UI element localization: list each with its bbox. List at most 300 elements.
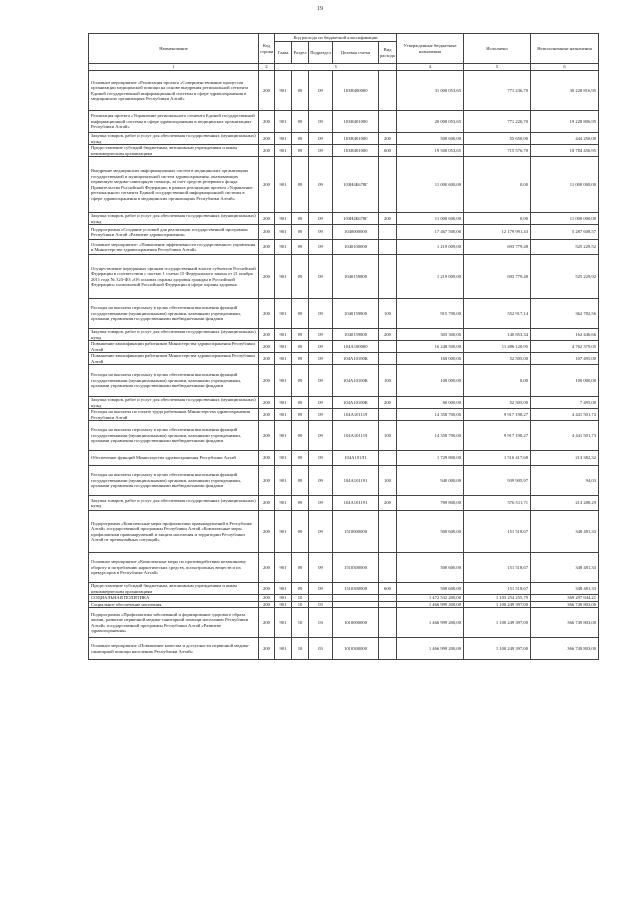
row-name: Предоставление субсидий бюджетным, автономным учреждениям и иным некоммерческим организациям [89, 145, 259, 157]
row-podrazdel: 09 [309, 365, 333, 397]
row-name: Основное мероприятие «Повышение качества и доступности первичной медико-санитарной помощи населению Республики Алтай» [89, 638, 259, 660]
row-approved: 100 000,00 [397, 365, 464, 397]
row-razdel: 09 [292, 225, 309, 240]
row-executed: 1 100 249 397,00 [464, 601, 531, 608]
row-razdel: 09 [292, 329, 309, 341]
table-row [89, 71, 599, 111]
row-code: 200 [259, 595, 275, 602]
row-name: Социальное обеспечение населения [89, 601, 259, 608]
row-name: Подпрограмма «Профилактика заболеваний и формирование здорового образа жизни, развитие первичной медико-санитарной помощи населению Республики Алтай» государственной программы Республики Алтай «Развитие здравоохранения» [89, 608, 259, 638]
row-approved: 14 358 700,00 [397, 409, 464, 421]
row-approved: 19 500 053,65 [397, 145, 464, 157]
row-executed: 939 905,97 [464, 466, 531, 496]
row-executed: 52 505,00 [464, 397, 531, 409]
row-glava: 901 [275, 595, 292, 602]
row-unexecuted: 213 382,32 [531, 451, 599, 466]
page-number: 19 [317, 6, 323, 12]
row-vid [379, 608, 397, 638]
row-glava: 901 [275, 397, 292, 409]
row-vid [379, 409, 397, 421]
header-vid: Вид расхода [379, 42, 397, 64]
row-glava: 901 [275, 601, 292, 608]
row-name: Обеспечение функций Министерства здравоохранения Республики Алтай [89, 451, 259, 466]
row-podrazdel: 09 [309, 133, 333, 145]
table-row [89, 421, 599, 451]
row-target: 104А101119 [333, 409, 379, 421]
row-name: Расходы на выплаты персоналу в целях обеспечения выполнения функций государственными (муниципальными) органами, казенными учреждениями, органами управления государственными внебюджетными фондами [89, 299, 259, 329]
row-unexecuted: 348 481,33 [531, 553, 599, 583]
row-name: Основное мероприятие: «Повышение эффективности государственного управления в Министерстве здравоохранения Республики Алтай» [89, 240, 259, 255]
row-unexecuted: 366 749 803,00 [531, 601, 599, 608]
row-code: 200 [259, 145, 275, 157]
row-approved: 303 300,00 [397, 329, 464, 341]
row-podrazdel: 09 [309, 553, 333, 583]
row-code: 200 [259, 601, 275, 608]
table-row [89, 213, 599, 225]
row-vid [379, 341, 397, 353]
row-target: 1040159800 [333, 329, 379, 341]
table-row [89, 365, 599, 397]
row-approved: 1 472 532 200,00 [397, 595, 464, 602]
row-approved: 31 000 053,65 [397, 71, 464, 111]
table-row [89, 157, 599, 213]
row-glava: 901 [275, 240, 292, 255]
row-razdel: 09 [292, 255, 309, 299]
row-vid: 100 [379, 365, 397, 397]
row-executed: 693 779,48 [464, 255, 531, 299]
row-code: 200 [259, 341, 275, 353]
row-code: 200 [259, 553, 275, 583]
row-unexecuted: 30 228 816,95 [531, 71, 599, 111]
row-target: 104А101Л1 [333, 451, 379, 466]
row-vid [379, 255, 397, 299]
row-code: 200 [259, 421, 275, 451]
row-glava: 901 [275, 341, 292, 353]
row-razdel: 09 [292, 213, 309, 225]
row-executed: 12 179 991,43 [464, 225, 531, 240]
row-name: Повышение квалификации работников Министерства здравоохранения Республики Алтай [89, 341, 259, 353]
row-podrazdel: 03 [309, 601, 333, 608]
row-target: 103Н401000 [333, 133, 379, 145]
row-razdel: 09 [292, 71, 309, 111]
row-code: 200 [259, 157, 275, 213]
table-row [89, 496, 599, 511]
row-unexecuted: 4 441 501,73 [531, 409, 599, 421]
row-podrazdel: 09 [309, 71, 333, 111]
row-razdel: 09 [292, 409, 309, 421]
row-glava: 901 [275, 329, 292, 341]
row-target: 1010000000 [333, 608, 379, 638]
row-razdel: 09 [292, 466, 309, 496]
row-vid [379, 511, 397, 553]
row-razdel: 09 [292, 421, 309, 451]
row-code: 200 [259, 496, 275, 511]
row-executed: 9 917 198,27 [464, 421, 531, 451]
row-vid [379, 451, 397, 466]
row-approved: 500 600,00 [397, 511, 464, 553]
row-code: 200 [259, 638, 275, 660]
row-code: 200 [259, 71, 275, 111]
table-row [89, 451, 599, 466]
row-podrazdel: 09 [309, 255, 333, 299]
col-number: 6 [531, 64, 599, 71]
header-executed: Исполнено [464, 34, 531, 64]
header-budget-class: Код расхода по бюджетной классификации [275, 34, 397, 42]
row-target: 1510000000 [333, 511, 379, 553]
row-name: Реализация проекта «Управление регионального сегмента Единой государственной информационной системы в сфере здравоохранения в медицинских организациях Республики Алтай» [89, 111, 259, 133]
row-glava: 901 [275, 409, 292, 421]
table-row [89, 145, 599, 157]
row-approved: 500 600,00 [397, 133, 464, 145]
row-name: Расходы на выплаты персоналу в целях обеспечения выполнения функций государственными (муниципальными) органами, казенными учреждениями, органами управления государственными внебюджетными фондами [89, 421, 259, 451]
row-razdel: 10 [292, 601, 309, 608]
row-name: Расходы на выплаты персоналу в целях обеспечения выполнения функций государственными (муниципальными) органами, казенными учреждениями, органами управления государственными внебюджетными фондами [89, 466, 259, 496]
row-vid: 200 [379, 213, 397, 225]
row-executed: 1 516 417,68 [464, 451, 531, 466]
row-podrazdel: 09 [309, 397, 333, 409]
row-podrazdel: 09 [309, 213, 333, 225]
row-target: 104А10100К [333, 397, 379, 409]
header-unexecuted: Неисполненные назначения [531, 34, 599, 64]
row-target: 104А101119 [333, 421, 379, 451]
table-row [89, 111, 599, 133]
row-executed: 771 236,70 [464, 71, 531, 111]
row-unexecuted: 348 481,33 [531, 511, 599, 553]
row-approved: 1 729 800,00 [397, 451, 464, 466]
row-name: Закупка товаров, работ и услуг для обеспечения государственных (муниципальных) нужд [89, 329, 259, 341]
header-glava: Глава [275, 42, 292, 64]
row-unexecuted: 362 782,56 [531, 299, 599, 329]
row-target: 1510300000 [333, 583, 379, 595]
row-unexecuted: 11 000 000,00 [531, 213, 599, 225]
row-unexecuted: 5 287 608,57 [531, 225, 599, 240]
row-unexecuted: 525 229,92 [531, 255, 599, 299]
row-name: Закупка товаров, работ и услуг для обеспечения государственных (муниципальных) нужд [89, 397, 259, 409]
col-number: 2 [259, 64, 275, 71]
row-target: 103Н4Б678Г [333, 157, 379, 213]
row-code: 200 [259, 365, 275, 397]
row-executed: 55 650,00 [464, 133, 531, 145]
row-unexecuted: 19 228 806,95 [531, 111, 599, 133]
row-vid [379, 553, 397, 583]
row-name: Основное мероприятие «Реализация проекта «Совершенствование процессов организации медицинской помощи на основе внедрения региональной сегмента Единой государственной информационной системы в сфере здравоохранения в медицинских организациях Республики Алтай» [89, 71, 259, 111]
row-target: 103Н400000 [333, 71, 379, 111]
row-target: 104А101191 [333, 466, 379, 496]
row-unexecuted: 11 000 000,00 [531, 157, 599, 213]
row-approved: 1 219 009,00 [397, 240, 464, 255]
row-podrazdel: 09 [309, 157, 333, 213]
row-vid: 100 [379, 466, 397, 496]
row-name: Закупка товаров, работ и услуг для обеспечения государственных (муниципальных) нужд [89, 496, 259, 511]
row-approved: 940 000,00 [397, 466, 464, 496]
row-vid: 100 [379, 299, 397, 329]
row-name: СОЦИАЛЬНАЯ ПОЛИТИКА [89, 595, 259, 602]
row-vid [379, 157, 397, 213]
row-glava: 901 [275, 71, 292, 111]
row-code: 200 [259, 451, 275, 466]
table-row [89, 409, 599, 421]
row-glava: 901 [275, 255, 292, 299]
row-approved: 500 600,00 [397, 583, 464, 595]
row-vid: 200 [379, 397, 397, 409]
row-podrazdel: 09 [309, 341, 333, 353]
row-code: 200 [259, 511, 275, 553]
row-razdel: 09 [292, 496, 309, 511]
row-code: 200 [259, 409, 275, 421]
row-approved: 11 000 600,00 [397, 213, 464, 225]
row-glava: 901 [275, 299, 292, 329]
row-glava: 901 [275, 511, 292, 553]
table-row [89, 553, 599, 583]
row-glava: 901 [275, 638, 292, 660]
row-podrazdel: 09 [309, 583, 333, 595]
row-glava: 901 [275, 365, 292, 397]
row-glava: 901 [275, 157, 292, 213]
row-podrazdel: 09 [309, 409, 333, 421]
table-row [89, 608, 599, 638]
row-target: 104А10100К [333, 365, 379, 397]
row-code: 200 [259, 583, 275, 595]
row-podrazdel: 03 [309, 608, 333, 638]
row-target: 1040159800 [333, 299, 379, 329]
row-vid: 200 [379, 496, 397, 511]
table-row [89, 240, 599, 255]
table-row [89, 255, 599, 299]
row-executed: 140 853,34 [464, 329, 531, 341]
row-code: 200 [259, 133, 275, 145]
row-approved: 160 000,00 [397, 353, 464, 365]
row-target: 103Н401000 [333, 145, 379, 157]
row-target: 1510300000 [333, 553, 379, 583]
row-unexecuted: 444 250,00 [531, 133, 599, 145]
col-number: 4 [397, 64, 464, 71]
row-podrazdel: 09 [309, 145, 333, 157]
row-executed: 576 511,71 [464, 496, 531, 511]
row-target: 104А10100К [333, 353, 379, 365]
row-podrazdel: 09 [309, 240, 333, 255]
row-target: 103Н4Б678Г [333, 213, 379, 225]
row-podrazdel: 09 [309, 511, 333, 553]
row-unexecuted: 369 297 944,21 [531, 595, 599, 602]
row-executed: 1 100 249 397,00 [464, 638, 531, 660]
row-executed: 52 505,00 [464, 353, 531, 365]
row-razdel: 09 [292, 133, 309, 145]
row-razdel: 10 [292, 638, 309, 660]
row-executed: 151 518,67 [464, 553, 531, 583]
row-podrazdel: 09 [309, 353, 333, 365]
table-row [89, 353, 599, 365]
table-row [89, 329, 599, 341]
row-executed: 151 518,67 [464, 511, 531, 553]
row-target: 104А101191 [333, 496, 379, 511]
row-unexecuted: 94,03 [531, 466, 599, 496]
row-code: 200 [259, 353, 275, 365]
row-code: 200 [259, 240, 275, 255]
row-vid [379, 111, 397, 133]
table-row [89, 638, 599, 660]
header-code-line: Код строки [259, 34, 275, 64]
row-code: 200 [259, 225, 275, 240]
row-unexecuted: 4 441 501,73 [531, 421, 599, 451]
row-razdel: 09 [292, 397, 309, 409]
table-row [89, 225, 599, 240]
row-unexecuted: 100 000,00 [531, 365, 599, 397]
row-unexecuted: 525 229,52 [531, 240, 599, 255]
row-vid [379, 225, 397, 240]
header-target: Целевая статья [333, 42, 379, 64]
row-glava: 901 [275, 225, 292, 240]
row-approved: 60 000,00 [397, 397, 464, 409]
row-razdel: 09 [292, 299, 309, 329]
row-code: 200 [259, 608, 275, 638]
row-code: 200 [259, 299, 275, 329]
row-glava: 901 [275, 145, 292, 157]
row-vid [379, 240, 397, 255]
table-row [89, 341, 599, 353]
row-executed: 693 779,48 [464, 240, 531, 255]
row-razdel: 09 [292, 353, 309, 365]
row-glava: 901 [275, 111, 292, 133]
row-approved: 1 466 999 200,00 [397, 601, 464, 608]
row-unexecuted: 366 749 803,00 [531, 608, 599, 638]
row-name: Предоставление субсидий бюджетным, автономным учреждениям и иным некоммерческим организациям [89, 583, 259, 595]
row-executed: 715 576,70 [464, 145, 531, 157]
row-vid [379, 638, 397, 660]
row-executed: 151 518,67 [464, 583, 531, 595]
table-row [89, 397, 599, 409]
row-name: Закупка товаров, работ и услуг для обеспечения государственных (муниципальных) нужд [89, 213, 259, 225]
row-razdel: 09 [292, 111, 309, 133]
row-name: Расходы на выплаты персоналу в целях обеспечения выполнения функций государственными (муниципальными) органами, казенными учреждениями, органами управления государственными внебюджетными фондами [89, 365, 259, 397]
row-unexecuted: 213 288,29 [531, 496, 599, 511]
row-executed: 9 917 198,27 [464, 409, 531, 421]
row-executed: 11 486 120,95 [464, 341, 531, 353]
row-vid: 200 [379, 133, 397, 145]
row-razdel: 09 [292, 145, 309, 157]
row-approved: 16 248 500,00 [397, 341, 464, 353]
row-glava: 901 [275, 421, 292, 451]
row-vid: 600 [379, 145, 397, 157]
row-name: Осуществление переданных органам государственной власти субъектов Российской Федерации в соответствии с частью 1 статьи 15 Федерального закона от 21 ноября 2011 года № 323-ФЗ «Об основах охраны здоровья граждан в Российской Федерации» полномочий Российской Федерации в сфере охраны здоровья [89, 255, 259, 299]
table-row [89, 583, 599, 595]
row-target: 1040000000 [333, 225, 379, 240]
row-glava: 901 [275, 133, 292, 145]
row-unexecuted: 162 446,66 [531, 329, 599, 341]
row-executed: 0,00 [464, 365, 531, 397]
row-unexecuted: 7 495,00 [531, 397, 599, 409]
row-razdel: 09 [292, 451, 309, 466]
row-glava: 901 [275, 213, 292, 225]
row-podrazdel: 09 [309, 225, 333, 240]
row-podrazdel: 09 [309, 496, 333, 511]
row-unexecuted: 4 762 379,05 [531, 341, 599, 353]
header-name: Наименование [89, 34, 259, 64]
header-approved: Утвержденные бюджетные назначения [397, 34, 464, 64]
row-vid: 200 [379, 329, 397, 341]
row-name: Расходы на выплаты по оплате труда работников Министерства здравоохранения Республики Алтай [89, 409, 259, 421]
row-glava: 901 [275, 553, 292, 583]
row-approved: 20 000 053,65 [397, 111, 464, 133]
row-approved: 17 467 500,00 [397, 225, 464, 240]
row-approved: 1 219 009,00 [397, 255, 464, 299]
row-name: Основное мероприятие «Комплексные меры по противодействию незаконному обороту и потреблению наркотических средств, психотропных веществ и их прекурсоров в Республике Алтай» [89, 553, 259, 583]
row-podrazdel: 09 [309, 421, 333, 451]
row-approved: 14 358 700,00 [397, 421, 464, 451]
row-code: 200 [259, 466, 275, 496]
row-razdel: 09 [292, 553, 309, 583]
row-approved: 1 466 999 200,00 [397, 608, 464, 638]
row-glava: 901 [275, 583, 292, 595]
row-target: 103Н401000 [333, 111, 379, 133]
row-approved: 500 600,00 [397, 553, 464, 583]
row-razdel: 09 [292, 583, 309, 595]
row-code: 200 [259, 397, 275, 409]
row-executed: 771 226,70 [464, 111, 531, 133]
row-glava: 901 [275, 353, 292, 365]
row-name: Повышение квалификации работников Министерства здравоохранения Республики Алтай [89, 353, 259, 365]
row-razdel: 10 [292, 595, 309, 602]
row-code: 200 [259, 329, 275, 341]
budget-execution-table [88, 33, 599, 660]
row-razdel: 09 [292, 365, 309, 397]
header-podrazdel: Подраздел [309, 42, 333, 64]
row-vid: 600 [379, 583, 397, 595]
table-row [89, 466, 599, 496]
table-row [89, 299, 599, 329]
row-glava: 901 [275, 466, 292, 496]
table-row [89, 133, 599, 145]
row-target: 1040100000 [333, 240, 379, 255]
row-glava: 901 [275, 608, 292, 638]
row-vid [379, 71, 397, 111]
row-approved: 789 800,00 [397, 496, 464, 511]
row-razdel: 09 [292, 511, 309, 553]
row-name: Подпрограмма «Комплексные меры профилактики правонарушений в Республике Алтай» государственной программы Республики Алтай «Комплексные меры профилактики правонарушений и защита населения и территории Республики Алтай от чрезвычайных ситуаций» [89, 511, 259, 553]
row-glava: 901 [275, 451, 292, 466]
row-unexecuted: 107 495,00 [531, 353, 599, 365]
row-executed: 1 103 254 255,79 [464, 595, 531, 602]
row-approved: 11 000 600,00 [397, 157, 464, 213]
row-podrazdel: 03 [309, 638, 333, 660]
row-razdel: 09 [292, 240, 309, 255]
row-podrazdel: 09 [309, 299, 333, 329]
row-razdel: 09 [292, 341, 309, 353]
row-code: 200 [259, 111, 275, 133]
row-target: 1040159800 [333, 255, 379, 299]
row-target: 104А100000 [333, 341, 379, 353]
row-executed: 552 917,14 [464, 299, 531, 329]
row-name: Внедрение медицинских информационных систем в медицинских организациях государственной и муниципальной систем здравоохранения, оказывающих первичную медико-санитарную помощь, за счет средств резервного фонда Правительства Российской Федерации, в рамках реализации проекта «Управление регионального сегмента Единой государственной информационной системы в сфере здравоохранения в медицинских организациях Республики Алтай» [89, 157, 259, 213]
row-unexecuted: 18 784 456,95 [531, 145, 599, 157]
row-vid [379, 353, 397, 365]
row-approved: 1 466 999 200,00 [397, 638, 464, 660]
row-podrazdel: 09 [309, 111, 333, 133]
row-razdel: 10 [292, 608, 309, 638]
row-code: 200 [259, 213, 275, 225]
row-podrazdel: 09 [309, 451, 333, 466]
col-number: 5 [464, 64, 531, 71]
row-razdel: 09 [292, 157, 309, 213]
row-unexecuted: 348 481,33 [531, 583, 599, 595]
row-approved: 915 700,00 [397, 299, 464, 329]
row-executed: 0,00 [464, 157, 531, 213]
row-vid: 100 [379, 421, 397, 451]
header-razdel: Раздел [292, 42, 309, 64]
table-row [89, 511, 599, 553]
row-code: 200 [259, 255, 275, 299]
row-podrazdel: 09 [309, 329, 333, 341]
row-name: Закупка товаров, работ и услуг для обеспечения государственных (муниципальных) нужд [89, 133, 259, 145]
